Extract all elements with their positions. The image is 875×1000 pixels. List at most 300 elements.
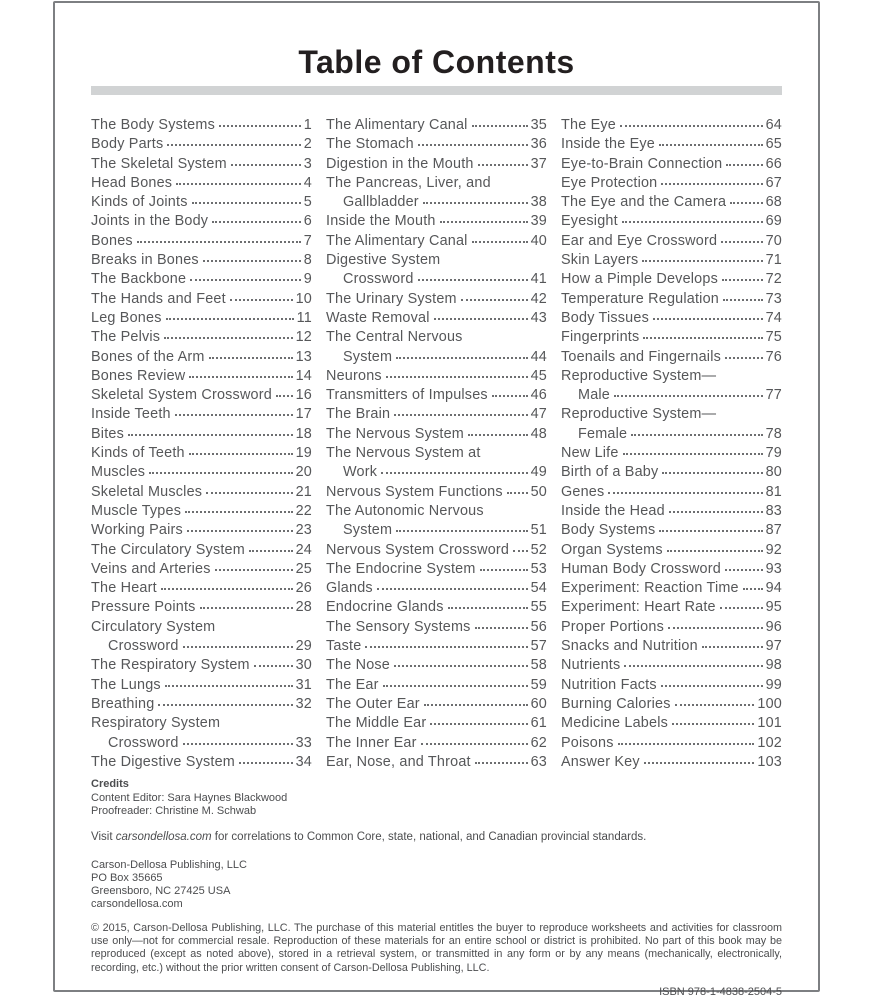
toc-entry-title: Body Tissues [561,309,649,326]
toc-entry [91,503,312,522]
standards-note-prefix: Visit [91,830,116,843]
dot-leader [396,357,527,359]
toc-entry [91,252,312,271]
toc-entry [561,426,782,445]
toc-entry-title: Nutrition Facts [561,676,657,693]
toc-entry-title: How a Pimple Develops [561,271,718,288]
toc-entry-title: The Outer Ear [326,695,420,712]
toc-entry [326,542,547,561]
dot-leader [480,569,528,571]
dot-leader [239,762,293,764]
toc-entry-title: Leg Bones [91,309,162,326]
dot-leader [190,279,301,281]
isbn-label: ISBN 978-1-4838-2504-5 [659,986,782,999]
dot-leader [461,299,528,301]
toc-entry-title: Veins and Arteries [91,560,211,577]
toc-entry-title: Neurons [326,367,382,384]
toc-entry [561,715,782,734]
toc-entry-title: The Brain [326,406,391,423]
toc-entry-page: 80 [765,464,782,481]
toc-entry-title: The Alimentary Canal [326,117,468,133]
toc-entry [91,657,312,676]
toc-entry-title: Gallbladder [343,194,419,211]
dot-leader [644,762,755,764]
toc-entry [561,735,782,754]
toc-entry-title: Crossword [108,638,179,655]
dot-leader [492,395,528,397]
toc-entry-title: New Life [561,445,619,462]
toc-entry [326,445,547,464]
toc-entry-page: 21 [295,483,312,500]
toc-entry-title: The Body Systems [91,117,215,133]
dot-leader [418,279,528,281]
dot-leader [185,511,292,513]
toc-entry [91,329,312,348]
toc-entry [326,175,547,194]
toc-entry-title: The Nervous System [326,425,464,442]
dot-leader [662,472,762,474]
toc-entry-title: The Alimentary Canal [326,232,468,249]
toc-entry [91,464,312,483]
toc-entry-title: Inside the Head [561,502,665,519]
dot-leader [661,183,762,185]
toc-entry-page: 38 [530,194,547,211]
toc-entry-page: 23 [295,522,312,539]
toc-entry [561,233,782,252]
toc-entry-page: 8 [303,252,312,269]
toc-entry [326,426,547,445]
toc-entry-page: 47 [530,406,547,423]
toc-entry-page: 9 [303,271,312,288]
toc-entry [326,156,547,175]
dot-leader [653,318,763,320]
dot-leader [434,318,528,320]
toc-entry-title: Toenails and Fingernails [561,348,721,365]
dot-leader [165,685,293,687]
toc-entry-title: Proper Portions [561,618,664,635]
toc-entry-title: System [343,522,393,539]
dot-leader [192,202,301,204]
toc-entry [561,677,782,696]
dot-leader [212,221,301,223]
toc-entry [326,233,547,252]
toc-entry-page: 16 [295,387,312,404]
address-line-po-box: PO Box 35665 [91,871,163,884]
dot-leader [672,723,754,725]
toc-entry [91,445,312,464]
toc-entry-title: Nutrients [561,657,621,674]
toc-entry-title: Digestive System [326,252,441,269]
dot-leader [423,202,528,204]
toc-entry [561,445,782,464]
toc-entry [326,310,547,329]
toc-entry [561,252,782,271]
dot-leader [189,376,292,378]
dot-leader [430,723,527,725]
toc-entry-title: Snacks and Nutrition [561,638,698,655]
toc-entry-title: Ear and Eye Crossword [561,232,718,249]
toc-entry [326,349,547,368]
toc-entry [326,136,547,155]
toc-entry-title: Transmitters of Impulses [326,387,488,404]
toc-entry [91,754,312,773]
toc-entry [91,638,312,657]
dot-leader [383,685,528,687]
toc-entry-title: Inside Teeth [91,406,171,423]
toc-entry [561,194,782,213]
table-of-contents [91,117,782,773]
toc-entry [561,387,782,406]
toc-entry-title: The Stomach [326,136,414,153]
toc-column [91,117,312,773]
dot-leader [203,260,301,262]
toc-entry-title: The Nose [326,657,390,674]
toc-entry [91,599,312,618]
dot-leader [424,704,528,706]
toc-entry [91,484,312,503]
dot-leader [365,646,527,648]
dot-leader [161,588,293,590]
toc-entry-page: 46 [530,387,547,404]
toc-entry-title: Bites [91,425,124,442]
toc-entry-page: 103 [757,753,782,770]
toc-entry-title: Head Bones [91,174,173,191]
toc-entry [326,561,547,580]
toc-entry-page: 3 [303,155,312,172]
dot-leader [643,337,762,339]
credits-heading: Credits [91,778,129,791]
toc-entry-title: Inside the Eye [561,136,655,153]
toc-entry [91,233,312,252]
toc-entry-page: 95 [765,599,782,616]
toc-entry-page: 96 [765,618,782,635]
toc-entry-title: The Autonomic Nervous [326,502,484,519]
toc-entry [91,387,312,406]
toc-entry-page: 4 [303,174,312,191]
dot-leader [254,665,293,667]
dot-leader [187,530,293,532]
toc-entry-page: 51 [530,522,547,539]
dot-leader [468,434,528,436]
toc-entry [561,368,782,387]
toc-entry [561,117,782,136]
toc-entry-title: Bones of the Arm [91,348,205,365]
toc-entry-page: 40 [530,232,547,249]
toc-entry [561,291,782,310]
toc-entry-page: 50 [530,483,547,500]
toc-entry-title: Kinds of Joints [91,194,188,211]
toc-entry [91,271,312,290]
toc-entry-title: The Urinary System [326,290,457,307]
toc-entry [561,406,782,425]
toc-entry [326,271,547,290]
dot-leader [659,530,762,532]
toc-entry-page: 97 [765,638,782,655]
dot-leader [726,164,762,166]
dot-leader [507,492,528,494]
dot-leader [128,434,293,436]
toc-column [326,117,547,773]
dot-leader [513,550,527,552]
credit-line-proofreader: Proofreader: Christine M. Schwab [91,805,257,818]
toc-entry [326,484,547,503]
toc-column [561,117,782,773]
toc-entry [326,522,547,541]
dot-leader [200,607,293,609]
toc-entry-title: Bones Review [91,367,186,384]
toc-entry-page: 45 [530,367,547,384]
toc-entry-title: Reproductive System— [561,406,717,423]
toc-entry-page: 1 [303,117,312,133]
toc-entry-title: Digestion in the Mouth [326,155,474,172]
toc-entry [91,349,312,368]
toc-entry-page: 72 [765,271,782,288]
dot-leader [230,299,293,301]
toc-entry-title: The Respiratory System [91,657,250,674]
toc-entry-title: Muscle Types [91,502,182,519]
toc-entry [561,310,782,329]
dot-leader [618,743,755,745]
dot-leader [167,144,300,146]
credits-section [91,778,782,819]
toc-entry [561,599,782,618]
toc-entry [326,329,547,348]
toc-entry [91,194,312,213]
dot-leader [661,685,763,687]
toc-entry-title: Experiment: Heart Rate [561,599,716,616]
page-title: Table of Contents [298,44,575,80]
toc-entry-page: 98 [765,657,782,674]
toc-entry [91,291,312,310]
toc-entry-page: 74 [765,309,782,326]
toc-entry-page: 41 [530,271,547,288]
toc-entry-title: Organ Systems [561,541,663,558]
toc-entry-title: The Skeletal System [91,155,227,172]
toc-entry-page: 19 [295,445,312,462]
toc-entry [91,136,312,155]
toc-entry-page: 42 [530,290,547,307]
toc-entry-page: 76 [765,348,782,365]
toc-entry-title: The Hands and Feet [91,290,226,307]
toc-entry [326,638,547,657]
dot-leader [219,125,301,127]
toc-entry-page: 14 [295,367,312,384]
toc-entry [561,580,782,599]
toc-entry-page: 33 [295,734,312,751]
dot-leader [622,221,763,223]
dot-leader [166,318,294,320]
toc-entry [561,213,782,232]
toc-entry [561,156,782,175]
toc-entry-title: Circulatory System [91,618,216,635]
dot-leader [721,241,762,243]
publisher-address [91,859,782,911]
toc-entry-page: 68 [765,194,782,211]
toc-entry-page: 70 [765,232,782,249]
toc-entry-title: Crossword [108,734,179,751]
dot-leader [730,202,762,204]
toc-entry [91,213,312,232]
dot-leader [743,588,763,590]
publisher-website-inline: carsondellosa.com [115,830,212,843]
toc-entry-page: 62 [530,734,547,751]
toc-entry-page: 10 [295,290,312,307]
toc-entry-title: Crossword [343,271,414,288]
toc-entry-page: 29 [295,638,312,655]
toc-entry [326,696,547,715]
toc-entry [326,715,547,734]
dot-leader [183,646,293,648]
toc-entry-page: 34 [295,753,312,770]
toc-entry [91,542,312,561]
dot-leader [396,530,527,532]
toc-entry-title: Glands [326,580,373,597]
dot-leader [137,241,301,243]
dot-leader [472,125,528,127]
dot-leader [386,376,528,378]
toc-entry [561,349,782,368]
toc-entry-title: Temperature Regulation [561,290,719,307]
toc-entry-title: The Sensory Systems [326,618,471,635]
dot-leader [164,337,292,339]
dot-leader [377,588,528,590]
toc-entry-page: 87 [765,522,782,539]
toc-entry [91,735,312,754]
toc-entry-title: The Eye [561,117,616,133]
toc-entry-title: The Pelvis [91,329,161,346]
toc-entry-title: Working Pairs [91,522,183,539]
toc-entry [91,117,312,136]
toc-entry [326,387,547,406]
toc-entry-page: 65 [765,136,782,153]
dot-leader [215,569,293,571]
toc-entry-title: Skin Layers [561,252,639,269]
standards-note-suffix: for correlations to Common Core, state, national, and Canadian provincial standards. [211,830,647,843]
toc-entry-title: The Lungs [91,676,161,693]
toc-entry [326,503,547,522]
dot-leader [702,646,763,648]
toc-entry-page: 79 [765,445,782,462]
toc-entry-title: Inside the Mouth [326,213,436,230]
toc-entry-title: The Eye and the Camera [561,194,727,211]
toc-entry-title: Breathing [91,695,155,712]
toc-entry-page: 66 [765,155,782,172]
toc-entry [561,484,782,503]
toc-entry [91,619,312,638]
toc-entry-page: 58 [530,657,547,674]
toc-entry [91,696,312,715]
toc-entry-page: 77 [765,387,782,404]
toc-entry [561,561,782,580]
toc-entry [326,619,547,638]
toc-entry-page: 6 [303,213,312,230]
toc-entry-title: Birth of a Baby [561,464,659,481]
toc-entry-title: Work [343,464,378,481]
toc-entry-title: The Circulatory System [91,541,245,558]
dot-leader [448,607,528,609]
toc-entry [326,735,547,754]
toc-entry [561,754,782,773]
toc-entry-page: 59 [530,676,547,693]
title-underline-bar [91,86,782,95]
toc-entry-title: Kinds of Teeth [91,445,185,462]
toc-entry-title: Female [578,425,628,442]
dot-leader [624,665,762,667]
toc-entry-page: 18 [295,425,312,442]
toc-entry-title: Body Parts [91,136,164,153]
toc-entry-page: 36 [530,136,547,153]
toc-entry-page: 30 [295,657,312,674]
toc-entry-title: Skeletal Muscles [91,483,203,500]
toc-entry [561,522,782,541]
dot-leader [720,607,763,609]
toc-entry-page: 92 [765,541,782,558]
toc-entry-page: 71 [765,252,782,269]
toc-entry-page: 5 [303,194,312,211]
toc-entry [561,175,782,194]
toc-entry-title: Skeletal System Crossword [91,387,272,404]
toc-entry [326,754,547,773]
toc-entry-title: Burning Calories [561,695,671,712]
toc-entry-page: 99 [765,676,782,693]
toc-entry [91,426,312,445]
toc-entry [91,368,312,387]
dot-leader [478,164,528,166]
dot-leader [175,414,293,416]
dot-leader [475,627,528,629]
toc-entry-page: 20 [295,464,312,481]
dot-leader [189,453,293,455]
dot-leader [206,492,292,494]
dot-leader [394,414,527,416]
toc-entry [326,464,547,483]
toc-entry-title: Muscles [91,464,146,481]
toc-entry-page: 54 [530,580,547,597]
dot-leader [725,569,763,571]
toc-entry [91,175,312,194]
toc-entry [326,213,547,232]
toc-entry-page: 101 [757,715,782,732]
toc-entry-page: 53 [530,560,547,577]
toc-entry-title: The Endocrine System [326,560,476,577]
dot-leader [723,299,763,301]
toc-entry-page: 39 [530,213,547,230]
toc-entry [561,696,782,715]
toc-entry-title: The Backbone [91,271,187,288]
toc-entry-page: 44 [530,348,547,365]
toc-entry-title: The Pancreas, Liver, and [326,174,491,191]
toc-entry-title: Poisons [561,734,614,751]
dot-leader [642,260,762,262]
toc-entry-title: Male [578,387,610,404]
dot-leader [231,164,301,166]
address-line-website: carsondellosa.com [91,897,183,910]
toc-entry-title: Breaks in Bones [91,252,199,269]
toc-entry [326,657,547,676]
toc-entry-page: 67 [765,174,782,191]
toc-entry-title: The Ear [326,676,379,693]
toc-entry-page: 35 [530,117,547,133]
toc-entry [326,677,547,696]
toc-entry [561,503,782,522]
toc-entry [91,310,312,329]
dot-leader [158,704,292,706]
standards-note [91,831,782,843]
toc-entry [91,522,312,541]
toc-entry-title: The Central Nervous [326,329,463,346]
toc-entry-title: Fingerprints [561,329,640,346]
toc-entry-page: 93 [765,560,782,577]
